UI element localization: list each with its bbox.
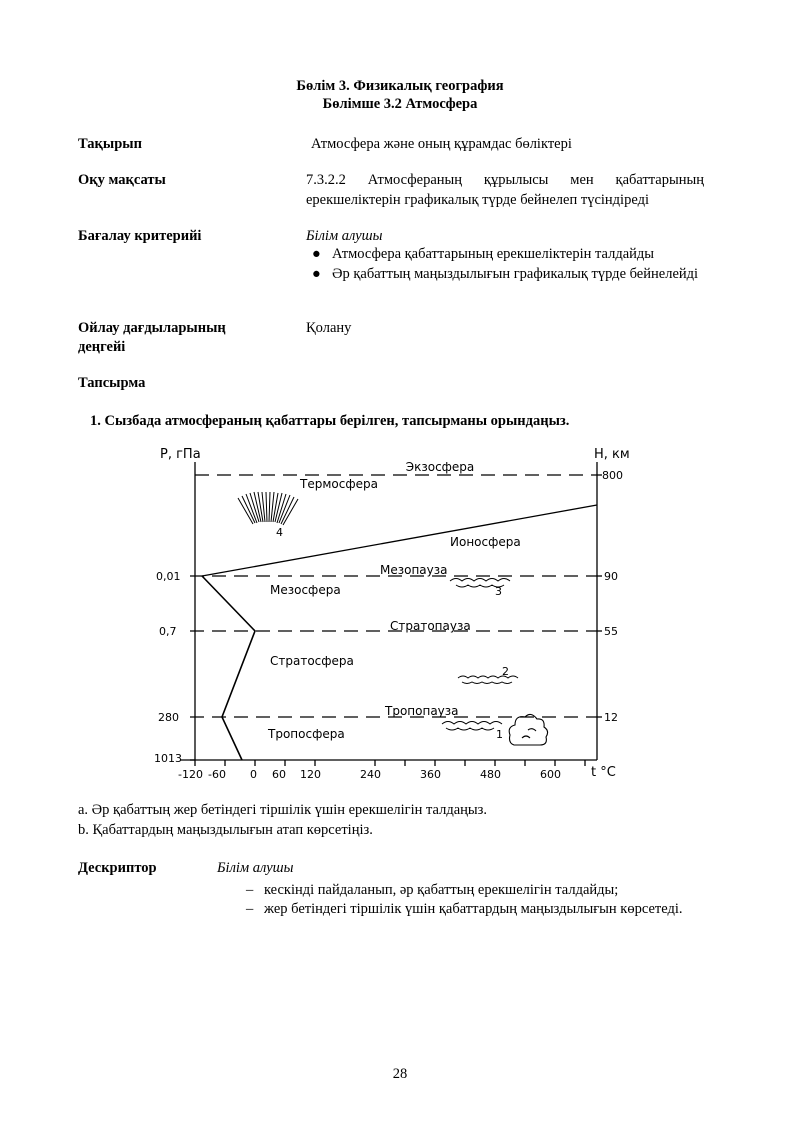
nacreous-cloud-icon [458,676,518,684]
label-tropopause: Тропопауза [385,704,459,718]
level-value: Қолану [306,320,352,336]
bullet-icon: ● [312,266,321,282]
level-label-line1: Ойлау дағдыларының [78,320,226,336]
aurora-icon [238,492,298,525]
criteria-intro: Білім алушы [306,228,383,244]
topic-label: Тақырып [78,136,142,152]
pressure-axis-label: P, гПа [160,447,201,462]
criteria-label: Бағалау критерийі [78,228,202,244]
marker-3: 3 [495,585,502,598]
cumulus-cloud-icon [509,714,547,745]
label-mesopause: Мезопауза [380,563,448,577]
label-thermosphere: Термосфера [300,477,378,491]
subsection-title: Бөлімше 3.2 Атмосфера [322,96,478,112]
temp-tick: 240 [360,768,381,781]
height-tick: 90 [604,570,618,583]
temp-tick: 360 [420,768,441,781]
temperature-axis-label: t °С [591,765,616,780]
task-sub-a: a. Әр қабаттың жер бетіндегі тіршілік үшін ерекшелігін талдаңыз. [78,802,487,818]
temp-tick: 0 [250,768,257,781]
section-title: Бөлім 3. Физикалық география [296,78,504,94]
atmosphere-diagram [150,440,650,785]
label-mesosphere: Мезосфера [270,583,341,597]
temp-tick: 480 [480,768,501,781]
bullet-icon: ● [312,246,321,262]
temp-tick: 600 [540,768,561,781]
label-exosphere: Экзосфера [405,460,475,474]
cirrus-cloud-icon [442,722,502,731]
marker-4: 4 [276,526,283,539]
height-tick: 800 [602,469,623,482]
temperature-curve [202,576,255,760]
topic-value: Атмосфера және оның құрамдас бөліктері [311,136,572,152]
page-number: 28 [392,1066,408,1082]
label-ionosphere: Ионосфера [450,535,521,549]
temp-tick: -120 [178,768,203,781]
goal-value: 7.3.2.2 Атмосфераның құрылысы мен қабаттарының ерекшеліктерін графикалық түрде бейнелеп түсіндіреді [306,172,704,208]
marker-2: 2 [502,665,509,678]
label-stratosphere: Стратосфера [270,654,354,668]
descriptor-intro: Білім алушы [217,860,294,876]
goal-label: Оқу мақсаты [78,172,166,188]
descriptor-label: Дескриптор [78,860,157,876]
descriptor-item: – жер бетіндегі тіршілік үшін қабаттардың маңыздылығын көрсетеді. [246,901,683,917]
task-title: Тапсырма [78,375,146,391]
label-troposphere: Тропосфера [268,727,345,741]
level-label-line2: деңгейі [78,339,126,355]
height-axis-label: Н, км [594,447,630,462]
pressure-tick: 1013 [154,752,182,765]
criteria-item: ● Әр қабаттың маңыздылығын графикалық түрде бейнелейді [312,266,699,282]
height-tick: 55 [604,625,618,638]
task-sub-b: b. Қабаттардың маңыздылығын атап көрсетіңіз. [78,822,373,838]
temp-tick: -60 [208,768,226,781]
pressure-tick: 280 [158,711,179,724]
criteria-item: ● Атмосфера қабаттарының ерекшеліктерін талдайды [312,246,655,262]
temp-tick: 60 [272,768,286,781]
task-item-1: 1. Сызбада атмосфераның қабаттары берілген, тапсырманы орындаңыз. [90,413,570,429]
marker-1: 1 [496,728,503,741]
pressure-tick: 0,01 [156,570,181,583]
label-stratopause: Стратопауза [390,619,471,633]
height-tick: 12 [604,711,618,724]
pressure-tick: 0,7 [159,625,177,638]
descriptor-item: – кескінді пайдаланып, әр қабаттың ерекшелігін талдайды; [246,882,619,898]
temp-tick: 120 [300,768,321,781]
